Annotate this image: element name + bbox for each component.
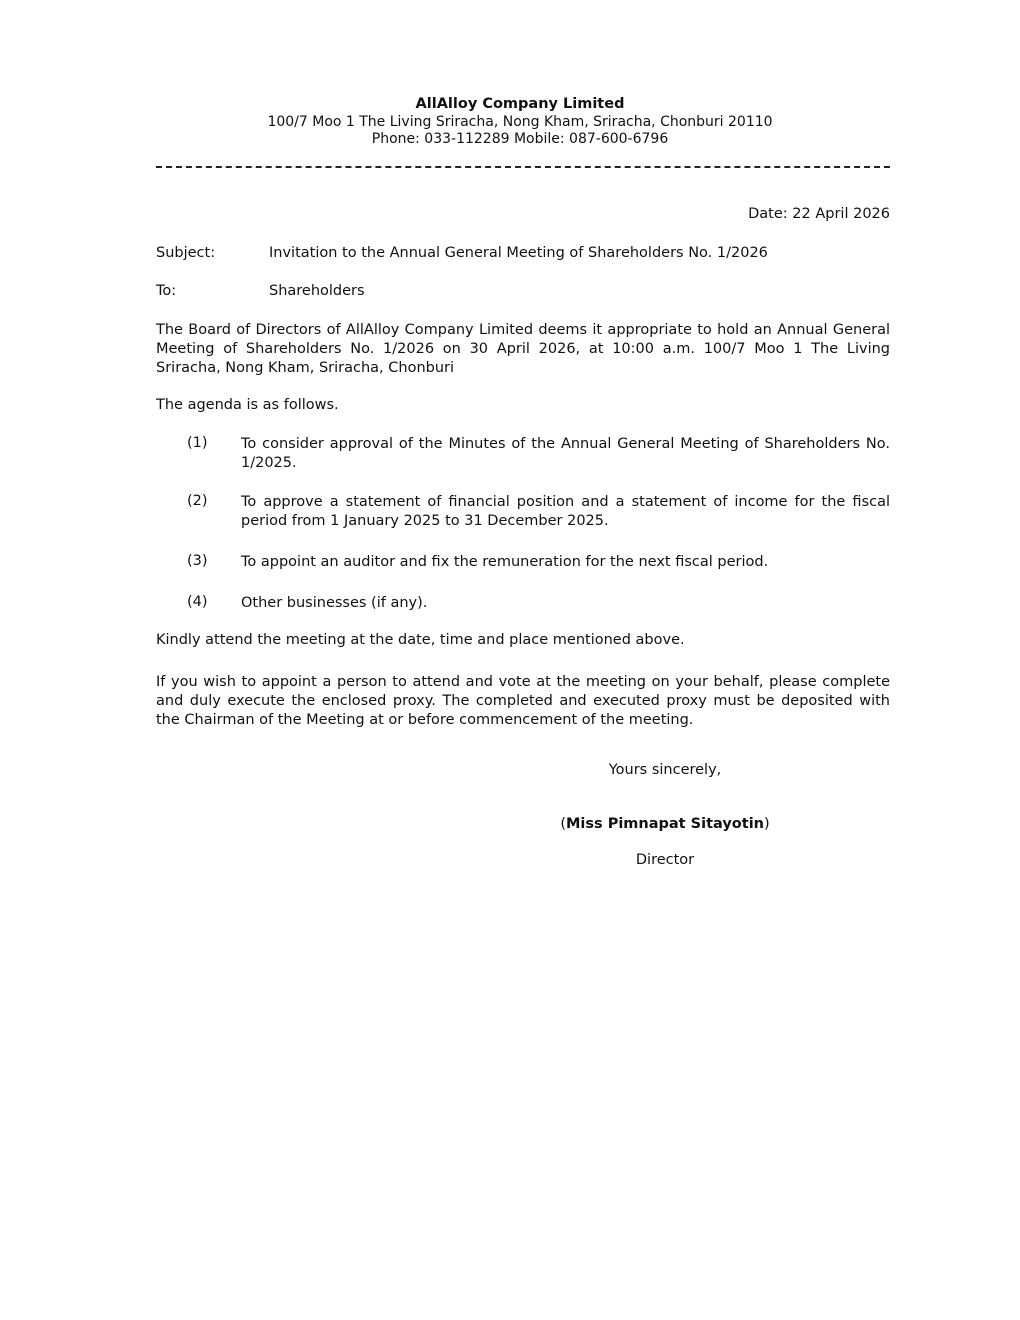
agenda-intro: The agenda is as follows. (156, 397, 339, 413)
company-phone: Phone: 033-112289 Mobile: 087-600-6796 (371, 131, 669, 147)
signatory-name-line (520, 816, 810, 832)
to-label: To: (156, 283, 177, 299)
close-paren: ) (764, 816, 770, 832)
open-paren: ( (560, 816, 566, 832)
agenda-item: To consider approval of the Minutes of the Annual General Meeting of Shareholders No. 1/2025. (241, 436, 890, 471)
agenda-number: (4) (187, 594, 208, 610)
company-address: 100/7 Moo 1 The Living Sriracha, Nong Kham, Sriracha, Chonburi 20110 (267, 114, 773, 130)
subject-label: Subject: (156, 245, 216, 261)
agenda-item: Other businesses (if any). (241, 595, 428, 611)
company-name: AllAlloy Company Limited (415, 96, 625, 112)
attend-note: Kindly attend the meeting at the date, time and place mentioned above. (156, 632, 685, 648)
to-value: Shareholders (269, 283, 365, 299)
signatory-title: Director (635, 852, 695, 868)
agenda-number: (3) (187, 553, 208, 569)
dashed-divider (156, 166, 890, 168)
agenda-item: To approve a statement of financial position and a statement of income for the fiscal period from 1 January 2025 to 31 December 2025. (241, 494, 890, 529)
subject-value: Invitation to the Annual General Meeting of Shareholders No. 1/2026 (269, 245, 768, 261)
intro-paragraph: The Board of Directors of AllAlloy Company Limited deems it appropriate to hold an Annual General Meeting of Shareholders No. 1/2026 on 30 April 2026, at 10:00 a.m. 100/7 Moo 1 The Living Sriracha, Nong Kham, Sriracha, Chonburi (156, 322, 890, 376)
agenda-number: (1) (187, 435, 208, 451)
letter-date: Date: 22 April 2026 (748, 206, 890, 222)
proxy-note: If you wish to appoint a person to attend and vote at the meeting on your behalf, please complete and duly execute the enclosed proxy. The completed and executed proxy must be deposited with the Chairman of the Meeting at or before commencement of the meeting. (156, 674, 890, 728)
agenda-number: (2) (187, 493, 208, 509)
signatory-name: Miss Pimnapat Sitayotin (566, 816, 764, 832)
closing: Yours sincerely, (608, 762, 722, 778)
agenda-item: To appoint an auditor and fix the remuneration for the next fiscal period. (241, 554, 769, 570)
